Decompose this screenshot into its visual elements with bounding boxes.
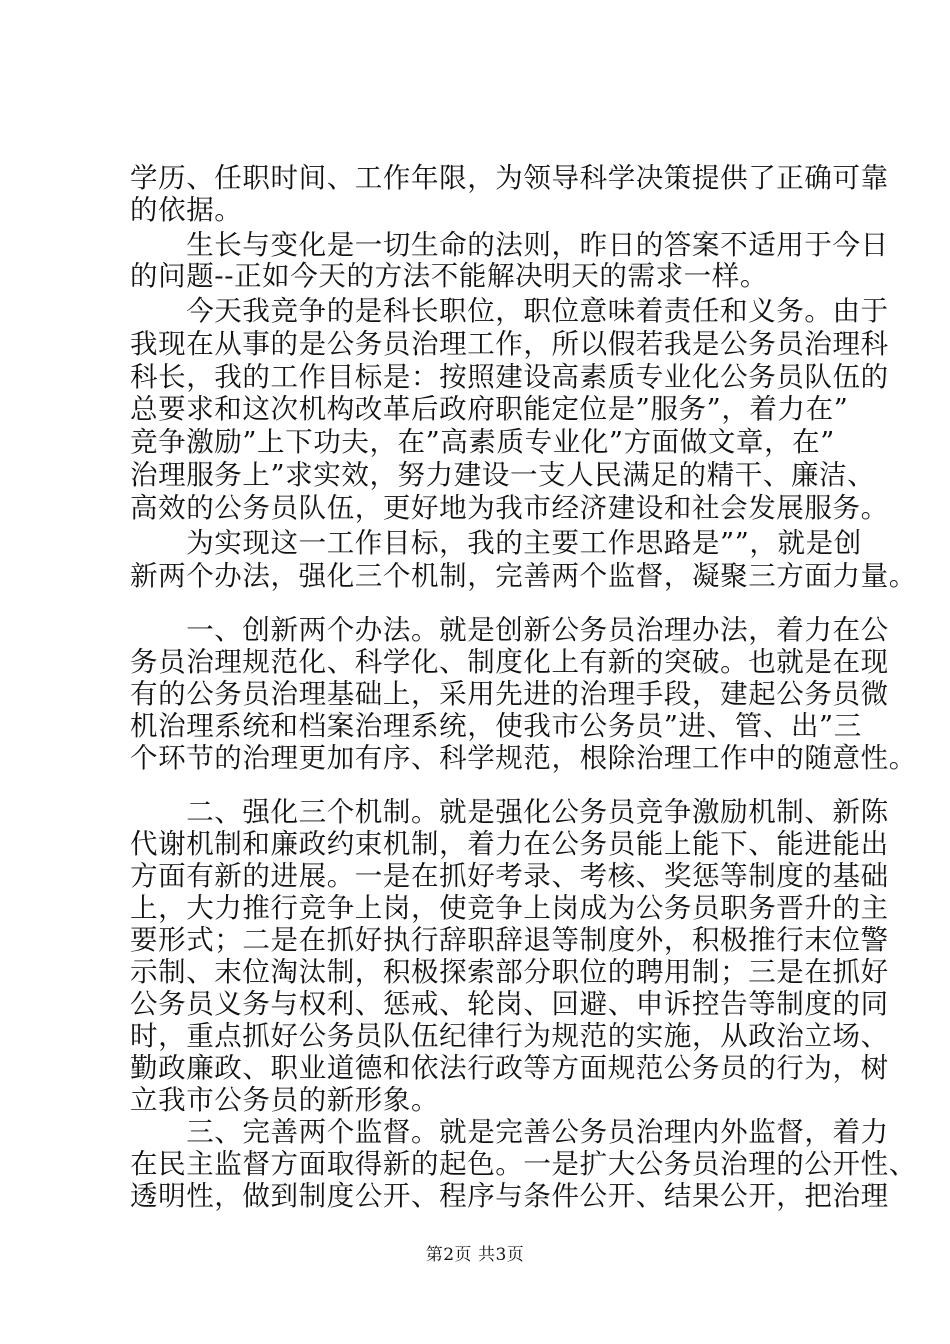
body-text-line: 生长与变化是一切生命的法则，昨日的答案不适用于今日: [130, 229, 889, 261]
body-text-line: 务员治理规范化、科学化、制度化上有新的突破。也就是在现: [130, 646, 889, 678]
body-text-line: 机治理系统和档案治理系统，使我市公务员”进、管、出”三: [130, 710, 862, 742]
body-text-line: 二、强化三个机制。就是强化公务员竞争激励机制、新陈: [130, 796, 889, 828]
body-text-line: 总要求和这次机构改革后政府职能定位是”服务”，着力在”: [130, 393, 849, 425]
body-text-line: 上，大力推行竞争上岗，使竞争上岗成为公务员职务晋升的主: [130, 892, 889, 924]
body-text-line: 为实现这一工作目标，我的主要工作思路是””，就是创: [130, 527, 862, 559]
body-text-line: 示制、末位淘汰制，积极探索部分职位的聘用制；三是在抓好: [130, 956, 889, 988]
body-text-line: 一、创新两个办法。就是创新公务员治理办法，着力在公: [130, 614, 889, 646]
body-text-line: 透明性，做到制度公开、程序与条件公开、结果公开，把治理: [130, 1180, 889, 1212]
body-text-line: 公务员义务与权利、惩戒、轮岗、回避、申诉控告等制度的同: [130, 988, 889, 1020]
body-text-line: 有的公务员治理基础上，采用先进的治理手段，建起公务员微: [130, 678, 889, 710]
body-text-line: 个环节的治理更加有序、科学规范，根除治理工作中的随意性。: [130, 742, 917, 774]
body-text-line: 时，重点抓好公务员队伍纪律行为规范的实施，从政治立场、: [130, 1020, 889, 1052]
body-text-line: 三、完善两个监督。就是完善公务员治理内外监督，着力: [130, 1116, 889, 1148]
body-text-line: 的问题--正如今天的方法不能解决明天的需求一样。: [130, 260, 768, 292]
body-text-line: 治理服务上”求实效，努力建设一支人民满足的精干、廉洁、: [130, 459, 876, 491]
body-text-line: 在民主监督方面取得新的起色。一是扩大公务员治理的公开性、: [130, 1148, 917, 1180]
body-text-line: 新两个办法，强化三个机制，完善两个监督，凝聚三方面力量。: [130, 560, 917, 592]
body-text-line: 要形式；二是在抓好执行辞职辞退等制度外，积极推行末位警: [130, 924, 889, 956]
body-text-line: 立我市公务员的新形象。: [130, 1084, 440, 1116]
body-text-line: 方面有新的进展。一是在抓好考录、考核、奖惩等制度的基础: [130, 860, 889, 892]
body-text-line: 科长，我的工作目标是：按照建设高素质专业化公务员队伍的: [130, 361, 889, 393]
body-text-line: 高效的公务员队伍，更好地为我市经济建设和社会发展服务。: [130, 492, 889, 524]
body-text-line: 代谢机制和廉政约束机制，着力在公务员能上能下、能进能出: [130, 828, 889, 860]
page-number-footer: 第2页 共3页: [425, 1245, 525, 1265]
body-text-line: 勤政廉政、职业道德和依法行政等方面规范公务员的行为，树: [130, 1052, 889, 1084]
body-text-line: 的依据。: [130, 194, 243, 226]
body-text-line: 竞争激励”上下功夫，在”高素质专业化”方面做文章，在”: [130, 426, 835, 458]
body-text-line: 学历、任职时间、工作年限，为领导科学决策提供了正确可靠: [130, 162, 889, 194]
body-text-line: 今天我竞争的是科长职位，职位意味着责任和义务。由于: [130, 295, 889, 327]
body-text-line: 我现在从事的是公务员治理工作，所以假若我是公务员治理科: [130, 328, 889, 360]
